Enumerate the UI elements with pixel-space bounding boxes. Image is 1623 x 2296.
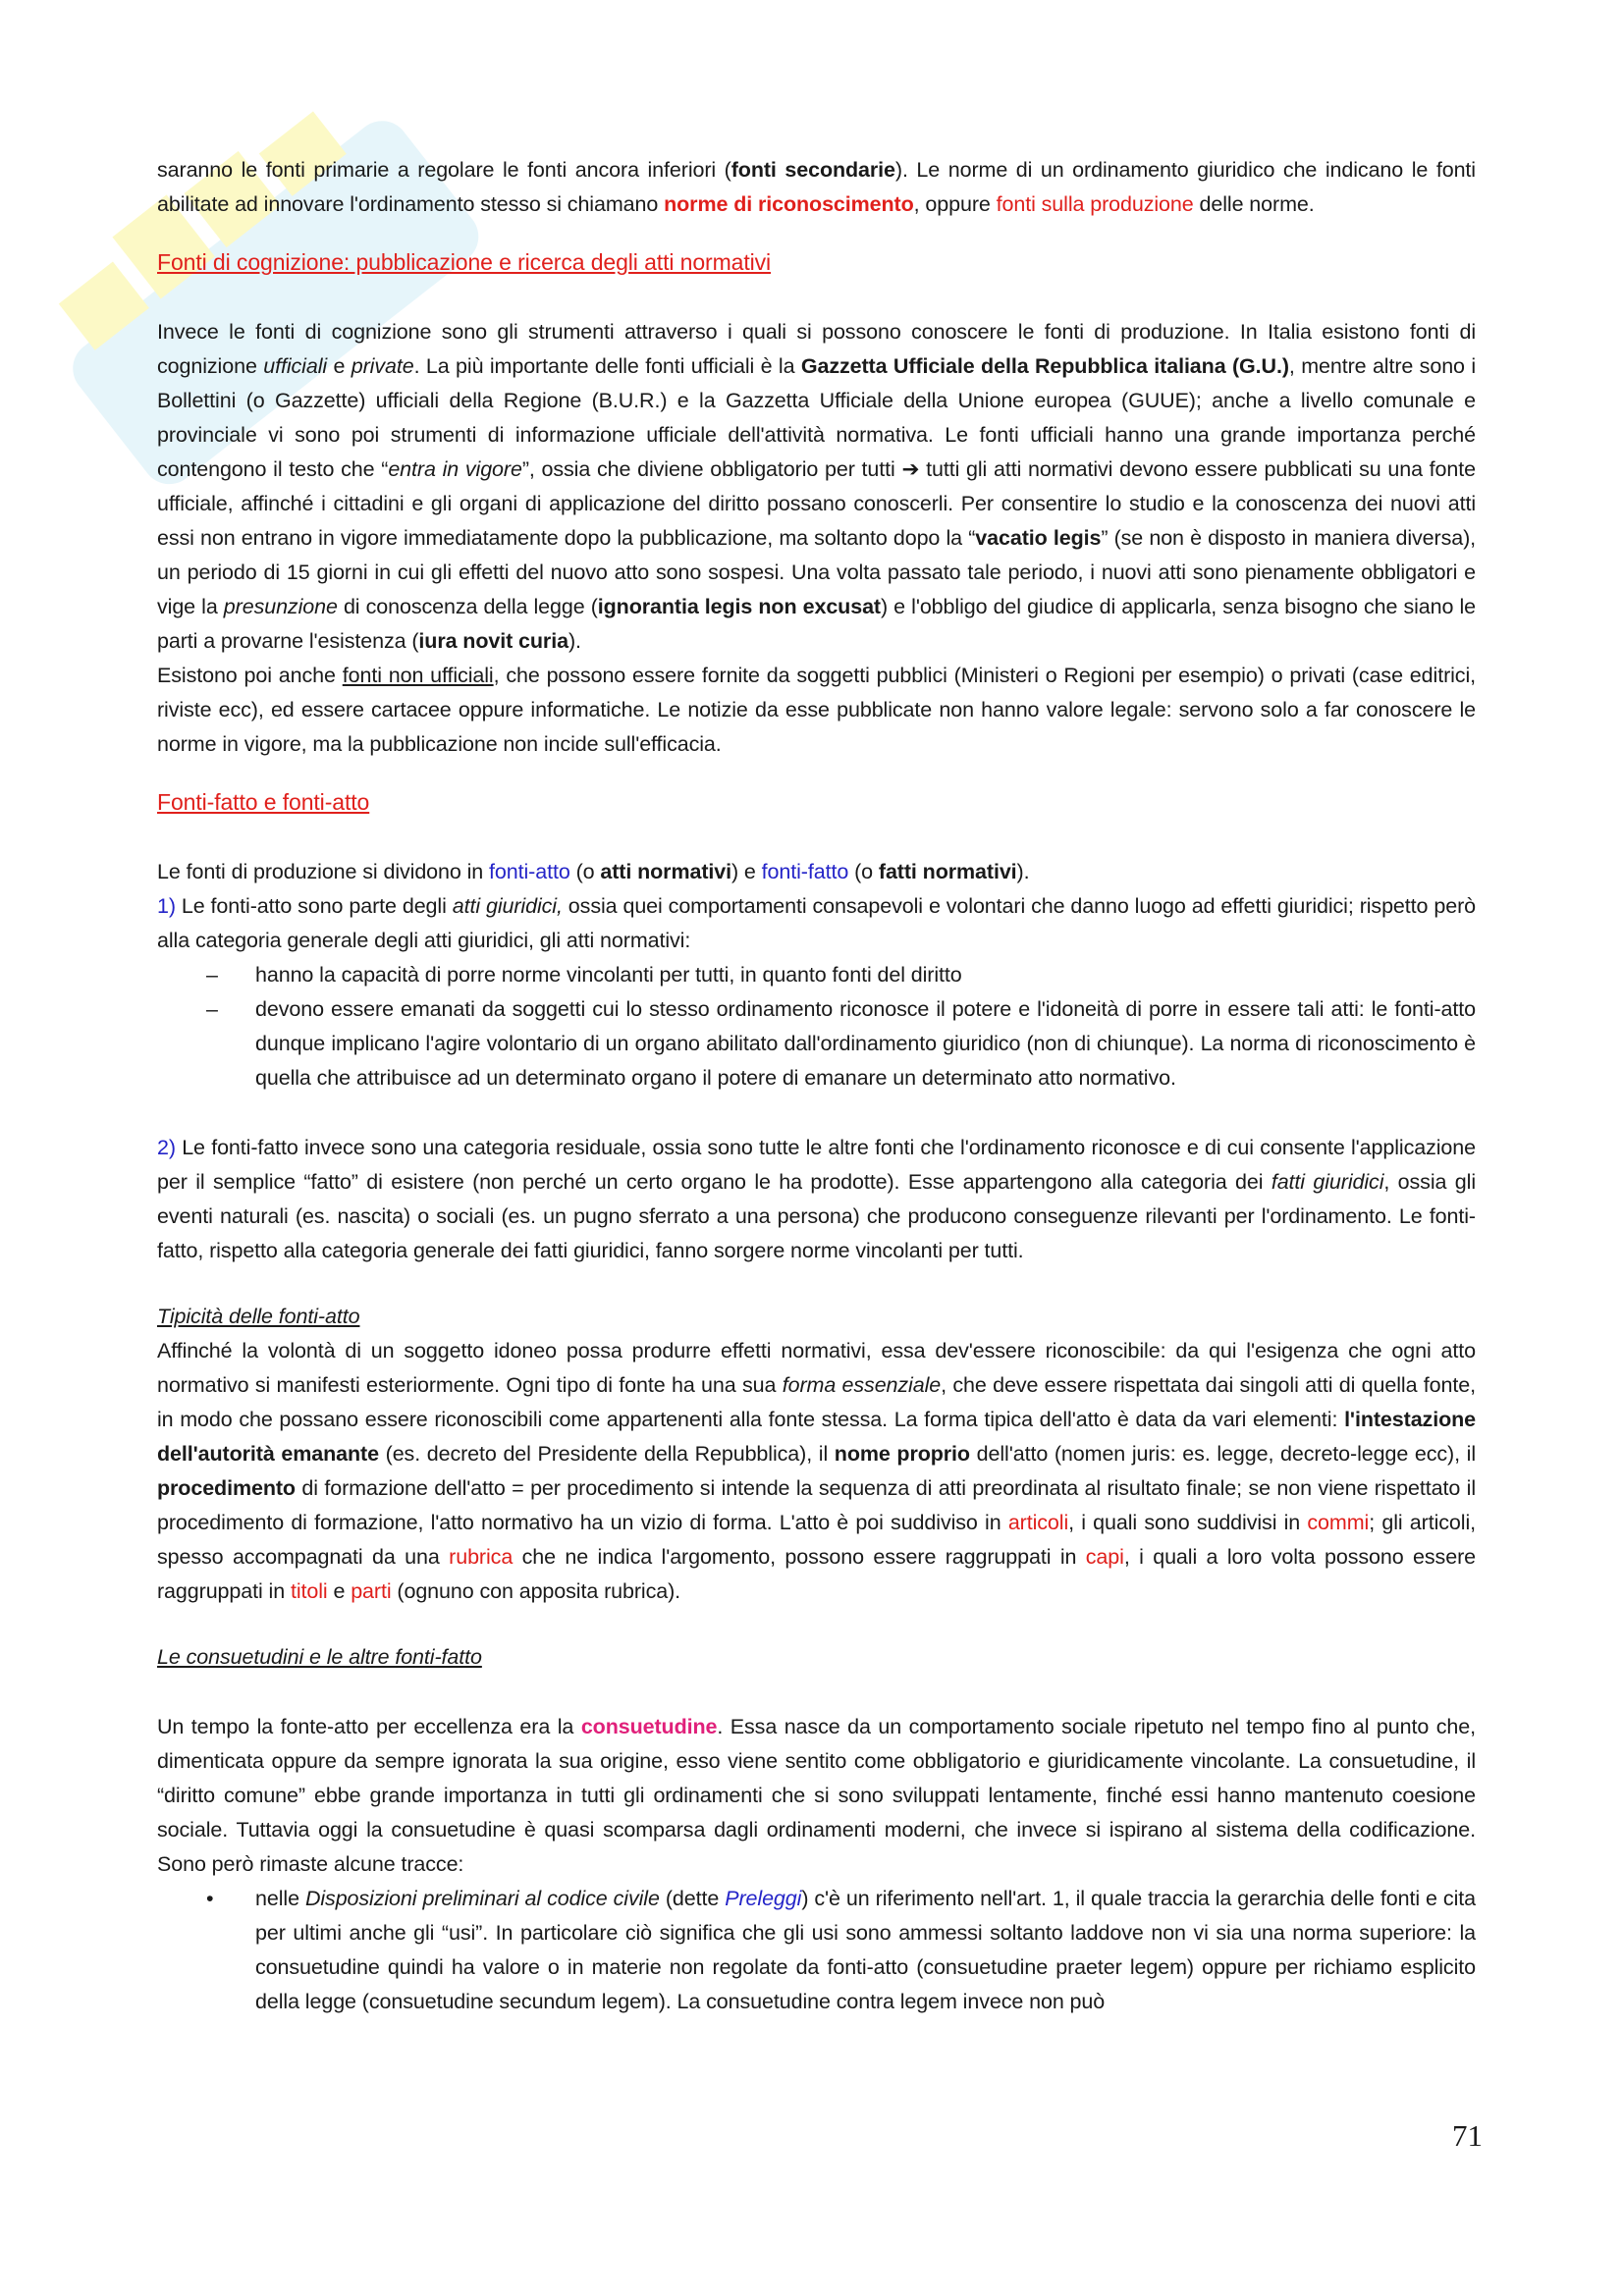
dash-marker: –	[206, 997, 218, 1021]
paragraph-tipicita: Affinché la volontà di un soggetto idoneo possa produrre effetti normativi, essa dev'essere riconoscibile: da qui l'esigenza che ogni atto normativo si manifesti esteriormente. Ogni tipo di fonte ha una sua forma essenziale, che deve essere rispettata dai singoli atti di quella fonte, in modo che possano essere riconoscibili come appartenenti alla fonte stessa. La forma tipica dell'atto è data da vari elementi: l'intestazione dell'autorità emanante (es. decreto del Presidente della Repubblica), il nome proprio dell'atto (nomen juris: es. legge, decreto-legge ecc), il procedimento di formazione dell'atto = per procedimento si intende la sequenza di atti preordinata al risultato finale; se non viene rispettato il procedimento di formazione, l'atto normativo ha un vizio di forma. L'atto è poi suddiviso in articoli, i quali sono suddivisi in commi; gli articoli, spesso accompagnati da una rubrica che ne indica l'argomento, possono essere raggruppati in capi, i quali a loro volta possono essere raggruppati in titoli e parti (ognuno con apposita rubrica).	[157, 1339, 1477, 1603]
bullet-marker: •	[206, 1887, 214, 1910]
paragraph-fonti-atto: 1) Le fonti-atto sono parte degli atti giuridici, ossia quei comportamenti consapevoli e volontari che danno luogo ad effetti giuridici; rispetto però alla categoria generale degli atti giuridici, gli atti normativi:	[157, 894, 1476, 952]
subheading-consuetudini: Le consuetudini e le altre fonti-fatto	[157, 1645, 482, 1669]
list-item: • nelle Disposizioni preliminari al codice civile (dette Preleggi) c'è un riferimento nell'art. 1, il quale traccia la gerarchia delle fonti e cita per ultimi anche gli “usi”. In particolare ciò significa che gli usi sono ammessi soltanto laddove non vi sia una norma superiore: la consuetudine quindi ha valore o in materie non regolate da fonti-atto (consuetudine praeter legem) oppure per richiamo esplicito della legge (consuetudine secundum legem). La consuetudine contra legem invece non può	[157, 1882, 1476, 2019]
paragraph-fonti-produzione: Le fonti di produzione si dividono in fonti-atto (o atti normativi) e fonti-fatto (o fatti normativi).	[157, 860, 1030, 883]
paragraph-fonti-fatto: 2) Le fonti-fatto invece sono una categoria residuale, ossia sono tutte le altre fonti che l'ordinamento riconosce e di cui consente l'applicazione per il semplice “fatto” di esistere (non perché un certo organo le ha prodotte). Esse appartengono alla categoria dei fatti giuridici, ossia gli eventi naturali (es. nascita) o sociali (es. un pugno sferrato a una persona) che producono conseguenze rilevanti per l'ordinamento. Le fonti-fatto, rispetto alla categoria generale dei fatti giuridici, fanno sorgere norme vincolanti per tutti.	[157, 1136, 1476, 1262]
paragraph-fonti-cognizione: Invece le fonti di cognizione sono gli strumenti attraverso i quali si possono conoscere le fonti di produzione. In Italia esistono fonti di cognizione ufficiali e private. La più importante delle fonti ufficiali è la Gazzetta Ufficiale della Repubblica italiana (G.U.), mentre altre sono i Bollettini (o Gazzette) ufficiali della Regione (B.U.R.) e la Gazzetta Ufficiale della Unione europea (GUUE); anche a livello comunale e provinciale vi sono poi strumenti di informazione ufficiale dell'attività normativa. Le fonti ufficiali hanno una grande importanza perché contengono il testo che “entra in vigore”, ossia che diviene obbligatorio per tutti ➔ tutti gli atti normativi devono essere pubblicati su una fonte ufficiale, affinché i cittadini e gli organi di applicazione del diritto possano conoscerli. Per consentire lo studio e la conoscenza dei nuovi atti essi non entrano in vigore immediatamente dopo la pubblicazione, ma soltanto dopo la “vacatio legis” (se non è disposto in maniera diversa), un periodo di 15 giorni in cui gli effetti del nuovo atto sono sospesi. Una volta passato tale periodo, i nuovi atti sono pienamente obbligatori e vige la presunzione di conoscenza della legge (ignorantia legis non excusat) e l'obbligo del giudice di applicarla, senza bisogno che siano le parti a provarne l'esistenza (iura novit curia).	[157, 320, 1477, 653]
intro-paragraph: saranno le fonti primarie a regolare le fonti ancora inferiori (fonti secondarie). Le norme di un ordinamento giuridico che indicano le fonti abilitate ad innovare l'ordinamento stesso si chiamano norme di riconoscimento, oppure fonti sulla produzione delle norme.	[157, 158, 1476, 216]
bullet-list	[157, 1882, 1476, 2019]
page-number: 71	[1452, 2118, 1483, 2153]
list-item: – devono essere emanati da soggetti cui lo stesso ordinamento riconosce il potere e l'idoneità di porre in essere tali atti: le fonti-atto dunque implicano l'agire volontario di un organo abilitato dall'ordinamento giuridico (non di chiunque). La norma di riconoscimento è quella che attribuisce ad un determinato organo il potere di emanare un determinato atto normativo.	[157, 992, 1476, 1095]
document-content	[157, 153, 1476, 2019]
section-heading-fonti-cognizione: Fonti di cognizione: pubblicazione e ricerca degli atti normativi	[157, 249, 772, 275]
paragraph-consuetudine: Un tempo la fonte-atto per eccellenza era la consuetudine. Essa nasce da un comportamento sociale ripetuto nel tempo fino al punto che, dimenticata oppure da sempre ignorata la sua origine, esso viene sentito come obbligatorio e giuridicamente vincolante. La consuetudine, il “diritto comune” ebbe grande importanza in tutti gli ordinamenti che si sono sviluppati lentamente, finché essi hanno mantenuto coesione sociale. Tuttavia oggi la consuetudine è quasi scomparsa dagli ordinamenti moderni, che invece si ispirano al sistema della codificazione. Sono però rimaste alcune tracce:	[157, 1715, 1476, 1876]
section-heading-fonti-fatto-atto: Fonti-fatto e fonti-atto	[157, 789, 370, 815]
dash-list	[157, 958, 1476, 1095]
subheading-tipicita: Tipicità delle fonti-atto	[157, 1305, 360, 1328]
dash-marker: –	[206, 963, 218, 987]
paragraph-fonti-non-ufficiali: Esistono poi anche fonti non ufficiali, che possono essere fornite da soggetti pubblici (Ministeri o Regioni per esempio) o privati (case editrici, riviste ecc), ed essere cartacee oppure informatiche. Le notizie da esse pubblicate non hanno valore legale: servono solo a far conoscere le norme in vigore, ma la pubblicazione non incide sull'efficacia.	[157, 664, 1476, 756]
list-item: – hanno la capacità di porre norme vincolanti per tutti, in quanto fonti del diritto	[157, 958, 1476, 992]
